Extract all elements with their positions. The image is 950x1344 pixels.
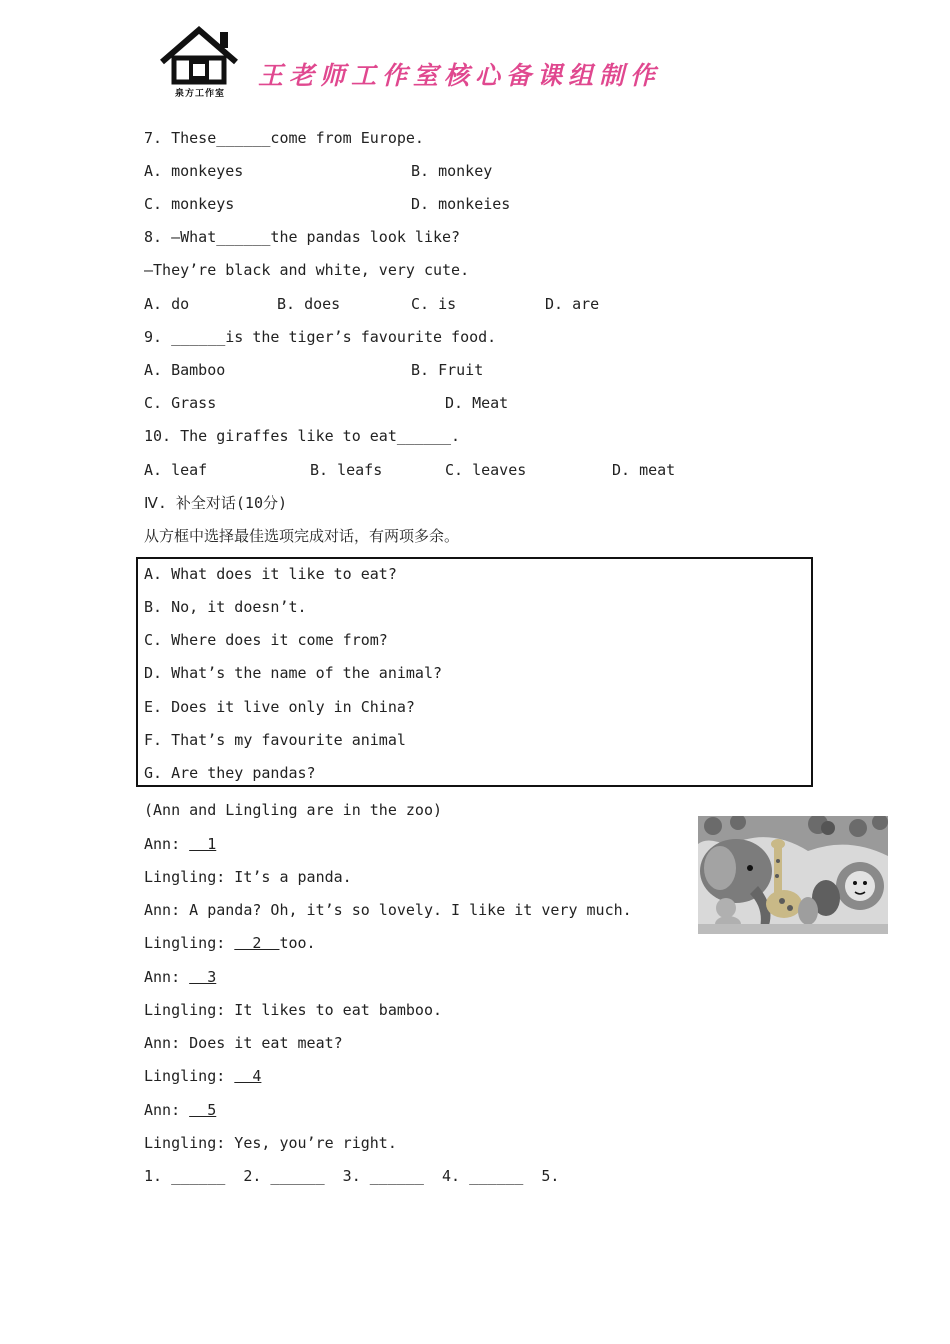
dialogue-line-5: Ann: 3 <box>144 968 217 986</box>
section-instruction: 从方框中选择最佳选项完成对话，有两项多余。 <box>144 527 460 545</box>
q10-option-c: C. leaves <box>445 461 527 479</box>
blank-2: 2 <box>234 934 280 952</box>
dialogue-line-9: Ann: 5 <box>144 1101 217 1119</box>
dialogue-line-7: Ann: Does it eat meat? <box>144 1034 343 1052</box>
answer-blanks: 1. ______ 2. ______ 3. ______ 4. ______ 5. <box>144 1167 560 1185</box>
q8-option-b: B. does <box>277 295 341 313</box>
section-title: Ⅳ. 补全对话(10分) <box>144 494 288 512</box>
q8-stem: 8. —What______the pandas look like? <box>144 228 461 246</box>
q8-reply: —They’re black and white, very cute. <box>144 261 470 279</box>
dialogue-line-10: Lingling: Yes, you’re right. <box>144 1134 397 1152</box>
q8-option-c: C. is <box>411 295 457 313</box>
q10-option-b: B. leafs <box>310 461 383 479</box>
option-f: F. That’s my favourite animal <box>144 731 406 749</box>
q9-option-b: B. Fruit <box>411 361 484 379</box>
dialogue-line-4: Lingling: 2 too. <box>144 934 316 952</box>
blank-3: 3 <box>189 968 217 986</box>
q7-option-c: C. monkeys <box>144 195 235 213</box>
dialogue-line-8: Lingling: 4 <box>144 1067 262 1085</box>
option-b: B. No, it doesn’t. <box>144 598 307 616</box>
q7-stem: 7. These______come from Europe. <box>144 129 424 147</box>
q7-option-d: D. monkeies <box>411 195 511 213</box>
blank-5: 5 <box>189 1101 217 1119</box>
option-d: D. What’s the name of the animal? <box>144 664 443 682</box>
q8-option-d: D. are <box>545 295 600 313</box>
option-c: C. Where does it come from? <box>144 631 388 649</box>
q7-option-b: B. monkey <box>411 162 493 180</box>
q8-option-a: A. do <box>144 295 190 313</box>
option-g: G. Are they pandas? <box>144 764 316 782</box>
blank-4: 4 <box>234 1067 262 1085</box>
q10-stem: 10. The giraffes like to eat______. <box>144 427 461 445</box>
dialogue-line-3: Ann: A panda? Oh, it’s so lovely. I like it very much. <box>144 901 632 919</box>
dialogue-setting: (Ann and Lingling are in the zoo) <box>144 801 443 819</box>
q9-stem: 9. ______is the tiger’s favourite food. <box>144 328 497 346</box>
blank-1: 1 <box>189 835 217 853</box>
header-title: 王老师工作室核心备课组制作 <box>258 61 662 90</box>
dialogue-line-2: Lingling: It’s a panda. <box>144 868 352 886</box>
dialogue-line-1: Ann: 1 <box>144 835 217 853</box>
option-a: A. What does it like to eat? <box>144 565 397 583</box>
q10-option-d: D. meat <box>612 461 676 479</box>
q10-option-a: A. leaf <box>144 461 208 479</box>
q9-option-d: D. Meat <box>445 394 509 412</box>
q9-option-c: C. Grass <box>144 394 217 412</box>
q7-option-a: A. monkeyes <box>144 162 244 180</box>
zoo-animals-illustration <box>698 816 888 934</box>
q9-option-a: A. Bamboo <box>144 361 226 379</box>
dialogue-line-6: Lingling: It likes to eat bamboo. <box>144 1001 443 1019</box>
logo-caption: 泉方工作室 <box>174 89 225 99</box>
option-e: E. Does it live only in China? <box>144 698 415 716</box>
